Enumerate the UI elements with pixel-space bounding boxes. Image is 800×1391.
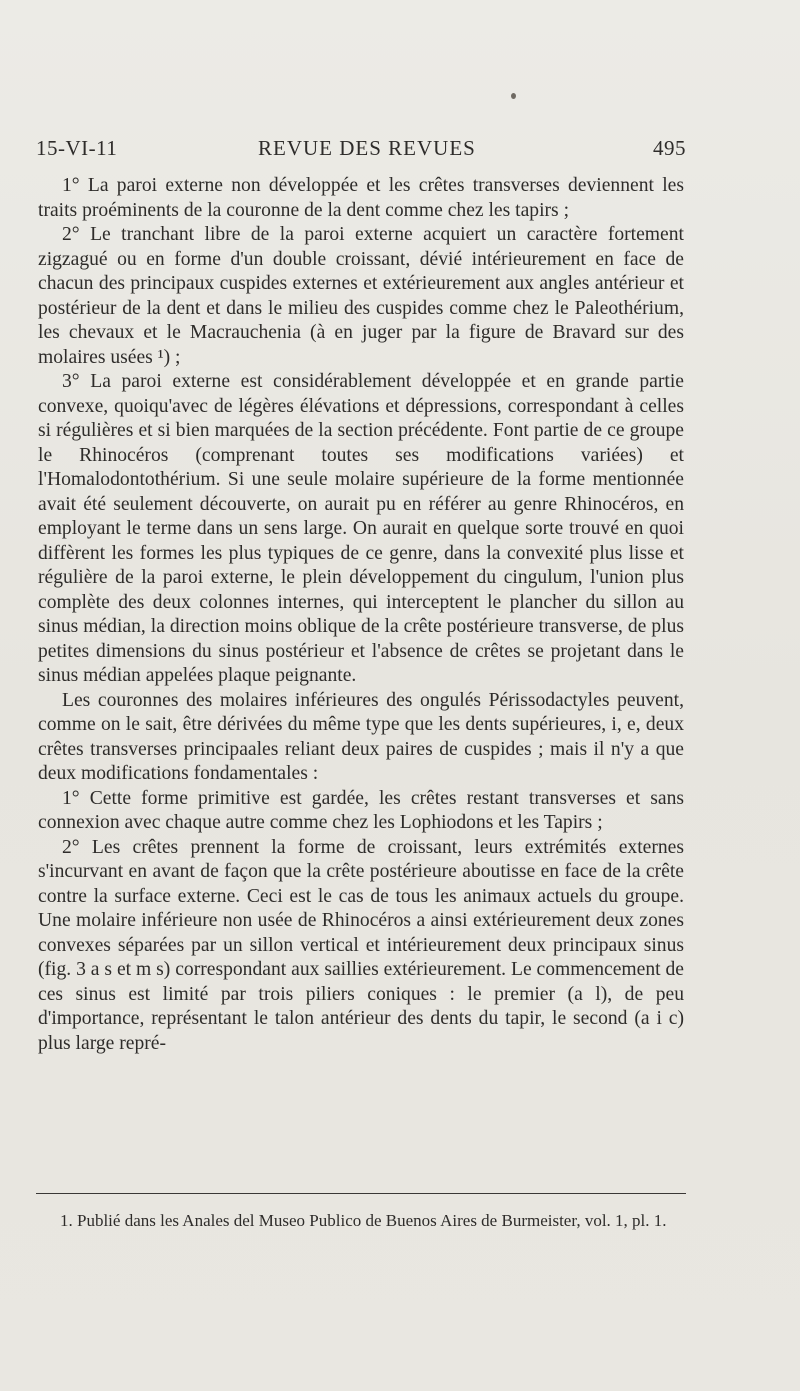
ink-spot: [511, 93, 516, 99]
paragraph: 1° La paroi externe non développée et les crêtes transverses deviennent les traits proéminents de la couronne de la dent comme chez les tapirs ;: [38, 175, 684, 221]
paragraph: 2° Les crêtes prennent la forme de croissant, leurs extrémités externes s'incurvant en avant de façon que la crête postérieure aboutisse en face de la crête contre la surface externe. Ceci est le cas de tous les animaux actuels du groupe. Une molaire inférieure non usée de Rhinocéros a ainsi extérieurement deux zones convexes séparées par un sillon vertical et intérieurement deux principaux sinus (fig. 3 a s et m s) correspondant aux saillies extérieurement. Le commencement de ces sinus est limité par trois piliers coniques : le premier (a l), de peu d'importance, représentant le talon antérieur des dents du tapir, le second (a i c) plus large repré-: [38, 836, 684, 1054]
footnote-divider: [36, 1193, 686, 1194]
footnote: [38, 1211, 684, 1231]
paragraph: Les couronnes des molaires inférieures des ongulés Périssodactyles peuvent, comme on le sait, être dérivées du même type que les dents supérieures, i, e, deux crêtes transverses principaales reliant deux paires de cuspides ; mais il n'y a que deux modifications fondamentales :: [38, 689, 684, 784]
header-date: 15-VI-11: [36, 136, 118, 160]
page-number: 495: [653, 136, 686, 160]
running-header: [36, 136, 686, 166]
paragraph: 3° La paroi externe est considérablement développée et en grande partie convexe, quoiqu'avec de légères élévations et dépressions, correspondant à celles si régulières et si bien marquées de la section précédente. Font partie de ce groupe le Rhinocéros (comprenant toutes ses modifications variées) et l'Homalodontothérium. Si une seule molaire supérieure de la forme mentionnée avait été seulement découverte, on aurait pu en référer au genre Rhinocéros, en employant le terme dans un sens large. On aurait en quelque sorte trouvé en quoi diffèrent les formes les plus typiques de ce genre, dans la convexité plus lisse et régulière de la paroi externe, le plein développement du cingulum, l'union plus complète des deux colonnes internes, qui interceptent le plancher du sillon au sinus médian, la direction moins oblique de la crête postérieure transverse, de plus petites dimensions du sinus postérieur et l'absence de crêtes se projetant dans le sinus médian appelées plaque peignante.: [38, 371, 684, 686]
footnote-text: 1. Publié dans les Anales del Museo Publico de Buenos Aires de Burmeister, vol. 1, pl. 1.: [60, 1211, 667, 1230]
paragraph: 2° Le tranchant libre de la paroi externe acquiert un caractère fortement zigzagué ou en forme d'un double croissant, dévié intérieurement en face de chacun des principaux cuspides externes et extérieurement aux angles antérieur et postérieur de la dent et dans le milieu des cuspides comme chez le Paleothérium, les chevaux et le Macrauchenia (à en juger par la figure de Bravard sur des molaires usées ¹) ;: [38, 224, 684, 368]
paragraph: 1° Cette forme primitive est gardée, les crêtes restant transverses et sans connexion avec chaque autre comme chez les Lophiodons et les Tapirs ;: [38, 787, 684, 833]
header-journal-title: REVUE DES REVUES: [258, 136, 476, 160]
body-text: [38, 174, 684, 1056]
